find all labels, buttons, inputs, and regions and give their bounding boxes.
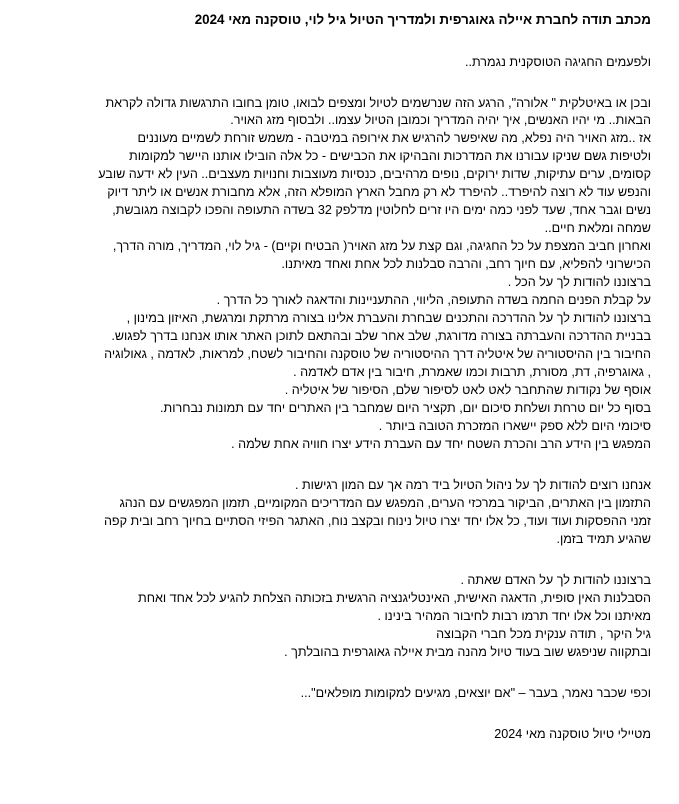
paragraph-line: על קבלת הפנים החמה בשדה התעופה, הליווי, ההתעניינות והדאגה לאורך כל הדרך .	[216, 293, 651, 307]
paragraph-line: ברצוננו להודות לך על ההדרכה והתכנים שבחרת והעברת אלינו בצורה מרתקת ומרגשת, האיזון במינון ,	[126, 311, 651, 325]
paragraph-line: התזמון בין האתרים, הביקור במרכזי הערים, המפגש עם המדריכים המקומיים, תזמון המפגשים עם הנהג	[119, 496, 651, 510]
opening-line: ולפעמים החגיגה הטוסקנית נגמרת..	[464, 55, 651, 69]
paragraph-line: והנפש עוד לא רוצה להיפרד.. להיפרד לא רק מחבל הארץ המופלא הזה, אלא מחבורת אנשים או ליתר דיוק	[107, 185, 651, 199]
letter-title: מכתב תודה לחברת איילה גאוגרפית ולמדריך הטיול גיל לוי, טוסקנה מאי 2024	[194, 12, 651, 27]
paragraph-line: ברצוננו להודות לך על הכל .	[507, 275, 651, 289]
paragraph-line: ואחרון חביב המצפת על כל החגיגה, וגם קצת על מזג האויר( הבטיח וקיים) - גיל לוי, המדריך, מורה הדרך,	[112, 239, 651, 253]
paragraph-line: שמחה ומלאת חיים..	[544, 221, 651, 235]
signature-line: מטיילי טיול טוסקנה מאי 2024	[494, 727, 651, 741]
paragraph-line: קסומים, ערים עתיקות, שדות ירוקים, נופים מרהיבים, כנסיות מעוצבות וחנויות מעצבים.. העין לא ידעה שובע	[98, 167, 651, 181]
paragraph-line: ולטיפות גשם שניקו עבורנו את המדרכות והבהיקו את הכבישים - כל אלה הובילו אותנו היישר למקומות	[129, 149, 651, 163]
paragraph-line: ברצוננו להודות לך על האדם שאתה .	[460, 573, 651, 587]
paragraph-line: הסבלנות האין סופית, הדאגה האישית, האינטליגנציה הרגשית בזכותה הצלחת להגיע לכל אחד ואחת	[138, 591, 651, 605]
paragraph-line: זמני ההפסקות ועוד ועוד, כל אלו יחד יצרו טיול נינוח ובקצב נוח, האתגר הפיזי הסתיים בחיוך רחב ובית קפה	[103, 514, 651, 528]
paragraph-line: החיבור בין ההיסטוריה של איטליה דרך ההיסטוריה של טוסקנה והחיבור לשטח, למראות, לאדמה , גאולוגיה	[104, 347, 651, 361]
paragraph-line: הכישרוני להפליא, עם חיוך רחב, והרבה סבלנות לכל אחת ואחד מאיתנו.	[281, 257, 651, 271]
paragraph-line: בסוף כל יום טרחת ושלחת סיכום יום, תקציר היום שמחבר בין האתרים יחד עם תמונות נבחרות.	[160, 401, 651, 415]
closing-quote-line: וכפי שכבר נאמר, בעבר – "אם יוצאים, מגיעים למקומות מופלאים"...	[300, 686, 651, 700]
paragraph-line: אנחנו רוצים להודות לך על ניהול הטיול ביד רמה אך עם המון רגישות .	[294, 478, 651, 492]
paragraph-line: , גאוגרפיה, דת, מסורת, תרבות וכמו שאמרת, חיבור בין אדם לאדמה .	[293, 365, 651, 379]
paragraph-line: המפגש בין הידע הרב והכרת השטח יחד עם העברת הידע יצרו חוויה אחת שלמה .	[231, 437, 651, 451]
paragraph-line: שהגיע תמיד בזמן.	[556, 532, 651, 546]
paragraph-line: סיכומי היום ללא ספק יישארו המזכרת הטובה ביותר .	[378, 419, 651, 433]
paragraph-line: אז ..מזג האויר היה נפלא, מה שאיפשר להרגיש את אירופה במיטבה - משמש זורחת לשמיים מעוננים	[137, 131, 651, 145]
paragraph-line: ובתקווה שניפגש שוב בעוד טיול מהנה מבית איילה גאוגרפית בהובלתך .	[284, 645, 651, 659]
paragraph-line: ובכן או באיטלקית " אלורה", הרגע הזה שנרשמים לטיול ומצפים לבואו, טומן בחובו התרגשות גדולה לקראת	[105, 96, 651, 110]
paragraph-line: נשים וגבר אחד, שעד לפני כמה ימים היו זרים לחלוטין מדלפק 32 בשדה התעופה והפכו לקבוצה מגובשת,	[112, 203, 651, 217]
paragraph-line: גיל היקר , תודה ענקית מכל חברי הקבוצה	[436, 627, 651, 641]
paragraph-line: אוסף של נקודות שהתחבר לאט לאט לסיפור שלם, הסיפור של איטליה .	[284, 383, 651, 397]
paragraph-line: מאיתנו וכל אלו יחד תרמו רבות לחיבור המהיר בינינו .	[377, 609, 651, 623]
paragraph-line: בבניית ההדרכה והעברתה בצורה מדורגת, שלב אחר שלב ובהתאם לתוכן האתר אותו אנחנו בדרך לפגוש.	[111, 329, 651, 343]
paragraph-line: הבאות.. מי יהיו האנשים, איך יהיה המדריך וכמובן הטיול עצמו.. ולבסוף מזג האויר.	[230, 113, 651, 127]
